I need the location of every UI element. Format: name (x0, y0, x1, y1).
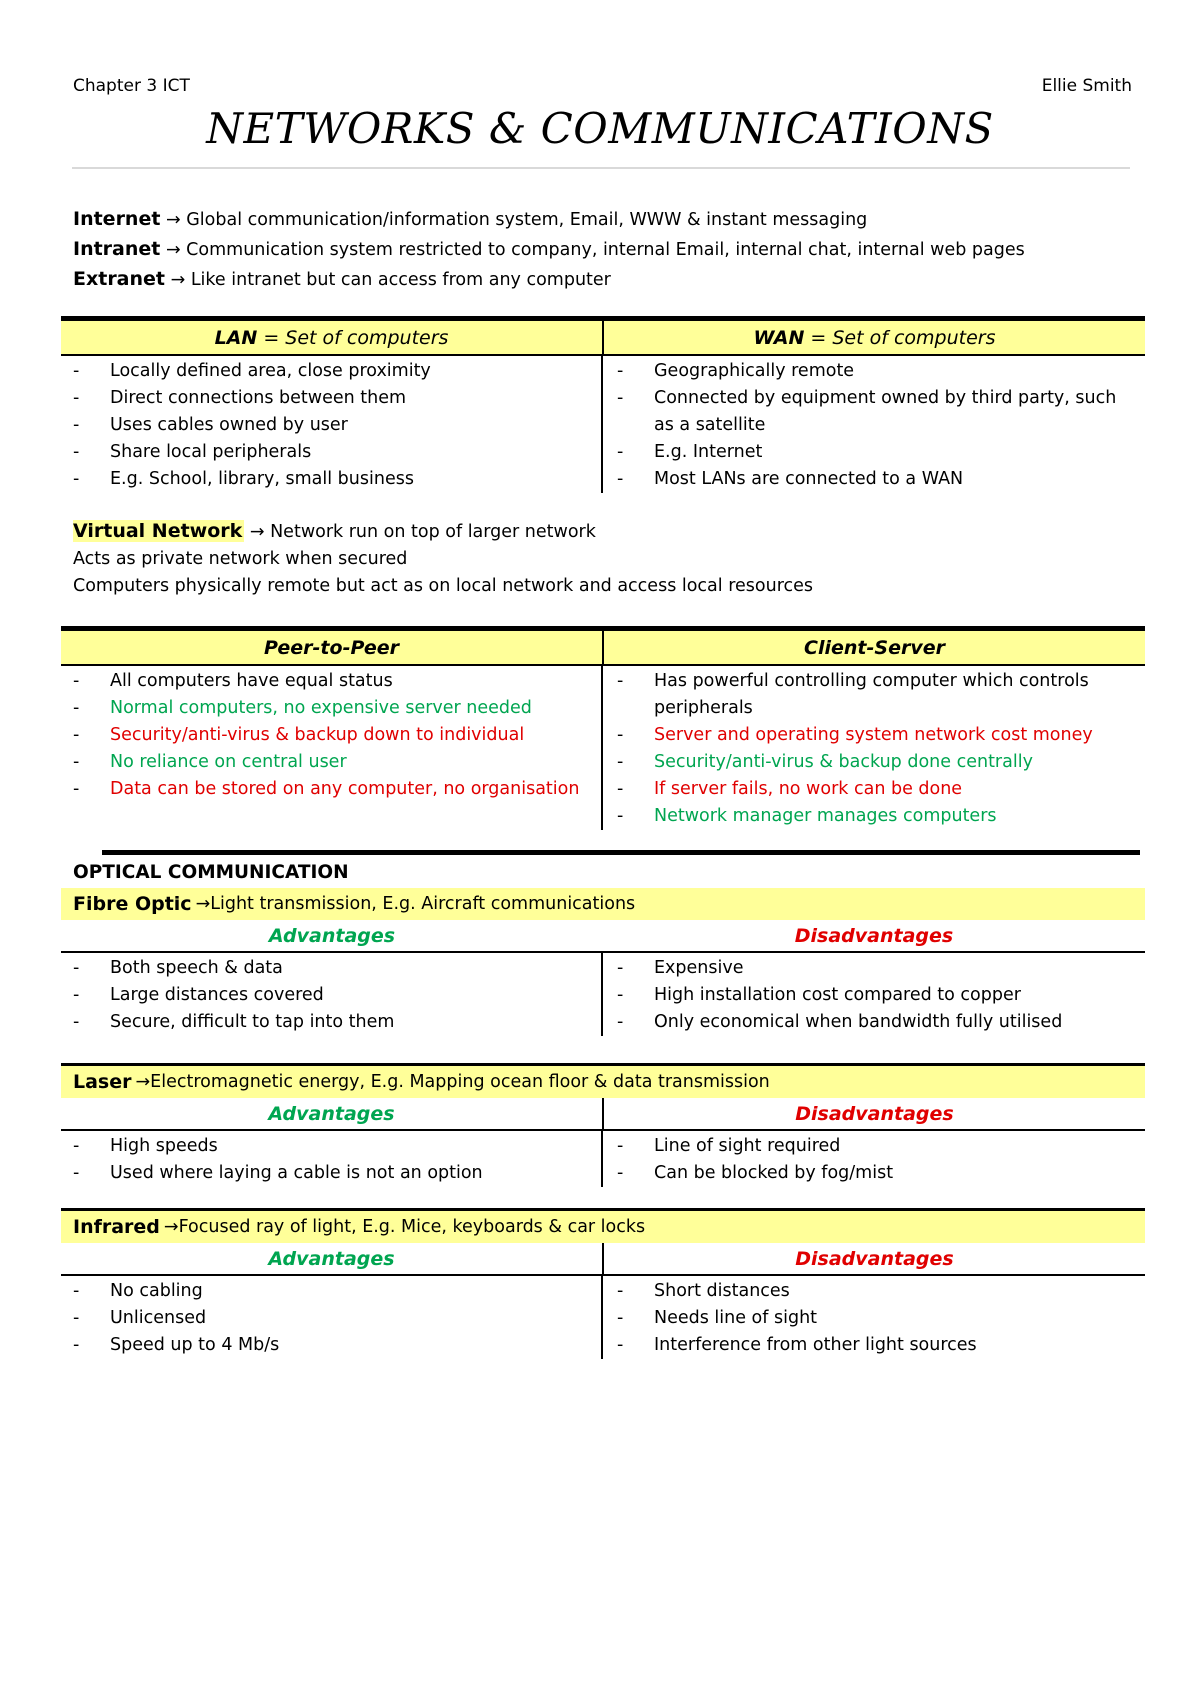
disadvantages-header: Disadvantages (794, 924, 954, 947)
list-item-text: Speed up to 4 Mb/s (110, 1335, 280, 1355)
list-item: - Network manager manages computers (615, 803, 1145, 830)
list-item: - Geographically remote (615, 358, 1145, 385)
advantages-column (61, 953, 601, 1036)
definition-text: Network run on top of larger network (270, 522, 596, 542)
list-item: - Security/anti-virus & backup done centrally (615, 749, 1145, 776)
list-item: - No cabling (71, 1278, 601, 1305)
title-divider (72, 167, 1130, 169)
table-body-row (61, 666, 1145, 830)
disadvantages-column (603, 1131, 1145, 1187)
disadvantages-column (603, 1276, 1145, 1359)
advantages-column (61, 1276, 601, 1359)
list-item-text: Line of sight required (654, 1136, 841, 1156)
list-item (615, 695, 1145, 722)
list-item: - Locally defined area, close proximity (71, 358, 601, 385)
list-item-text: Locally defined area, close proximity (110, 361, 431, 381)
wan-term: WAN (753, 326, 805, 349)
list-item: - If server fails, no work can be done (615, 776, 1145, 803)
list-item (615, 412, 1145, 439)
virtual-network-term: Virtual Network (73, 520, 243, 542)
list-item-text: High speeds (110, 1136, 218, 1156)
virtual-network-line: Acts as private network when secured (73, 549, 408, 569)
advantages-header: Advantages (268, 1102, 395, 1125)
advantages-column (61, 1131, 601, 1187)
list-item-text: Direct connections between them (110, 388, 407, 408)
p2p-client-server-table (61, 626, 1145, 830)
infrared-title-bar (61, 1211, 1145, 1243)
list-item: - E.g. School, library, small business (71, 466, 601, 493)
fibre-optic-title-bar (61, 888, 1145, 920)
list-item: - No reliance on central user (71, 749, 601, 776)
adv-dis-header-row (61, 1098, 1145, 1131)
optical-heading: OPTICAL COMMUNICATION (73, 862, 349, 883)
client-server-column (603, 666, 1145, 830)
list-item: - Server and operating system network cost money (615, 722, 1145, 749)
wan-header-text: = Set of computers (804, 326, 996, 349)
advantages-header: Advantages (268, 924, 396, 947)
list-item-text: No reliance on central user (110, 752, 347, 772)
list-item: - Most LANs are connected to a WAN (615, 466, 1145, 493)
list-item-text: as a satellite (654, 415, 766, 435)
disadvantages-column (603, 953, 1145, 1036)
definitions-block (73, 205, 1025, 295)
laser-term: Laser (73, 1071, 132, 1093)
definition-term: Internet (73, 208, 161, 230)
list-item-text: Network manager manages computers (654, 806, 997, 826)
adv-dis-header-row (61, 1243, 1145, 1276)
laser-section (61, 1063, 1145, 1187)
definition-text: Electromagnetic energy, E.g. Mapping ocean floor & data transmission (150, 1072, 770, 1092)
adv-dis-header-row (61, 920, 1145, 953)
arrow-icon: → (163, 1217, 179, 1237)
list-item-text: Large distances covered (110, 985, 324, 1005)
list-item: - Used where laying a cable is not an option (71, 1160, 601, 1187)
disadvantages-header: Disadvantages (795, 1102, 954, 1125)
list-item: - Only economical when bandwidth fully utilised (615, 1009, 1145, 1036)
definition-term: Extranet (73, 268, 166, 290)
section-rule (102, 850, 1140, 855)
definition-text: Communication system restricted to company, internal Email, internal chat, internal web pages (186, 240, 1025, 260)
lan-header-text: = Set of computers (257, 326, 449, 349)
list-item: - Normal computers, no expensive server needed (71, 695, 601, 722)
wan-column (603, 356, 1145, 493)
list-item: - High installation cost compared to copper (615, 982, 1145, 1009)
virtual-network-definition (73, 518, 813, 546)
list-item-text: No cabling (110, 1281, 203, 1301)
list-item: - High speeds (71, 1133, 601, 1160)
table-body-row (61, 1131, 1145, 1187)
list-item-text: All computers have equal status (110, 671, 393, 691)
list-item: - Secure, difficult to tap into them (71, 1009, 601, 1036)
list-item-text: Has powerful controlling computer which controls (654, 671, 1089, 691)
list-item-text: Server and operating system network cost money (654, 725, 1093, 745)
list-item: - Connected by equipment owned by third party, such (615, 385, 1145, 412)
header-chapter: Chapter 3 ICT (73, 76, 190, 96)
list-item-text: Data can be stored on any computer, no organisation (110, 779, 580, 799)
table-body-row (61, 953, 1145, 1036)
peer-to-peer-header: Peer-to-Peer (263, 636, 400, 659)
list-item-text: If server fails, no work can be done (654, 779, 963, 799)
list-item-text: Uses cables owned by user (110, 415, 348, 435)
list-item-text: Normal computers, no expensive server needed (110, 698, 532, 718)
list-item-text: Expensive (654, 958, 744, 978)
list-item-text: Interference from other light sources (654, 1335, 977, 1355)
lan-wan-table (61, 316, 1145, 493)
list-item: - Short distances (615, 1278, 1145, 1305)
arrow-icon: → (160, 210, 187, 230)
arrow-icon: → (244, 522, 271, 542)
table-body-row (61, 356, 1145, 493)
infrared-term: Infrared (73, 1216, 160, 1238)
list-item-text: Can be blocked by fog/mist (654, 1163, 894, 1183)
list-item-text: E.g. School, library, small business (110, 469, 414, 489)
list-item-text: Secure, difficult to tap into them (110, 1012, 395, 1032)
list-item-text: Connected by equipment owned by third party, such (654, 388, 1117, 408)
page-title: NETWORKS & COMMUNICATIONS (206, 104, 994, 153)
client-server-header: Client-Server (804, 636, 945, 659)
advantages-header: Advantages (268, 1247, 395, 1270)
definition-text: Focused ray of light, E.g. Mice, keyboards & car locks (178, 1217, 646, 1237)
definition-text: Global communication/information system, Email, WWW & instant messaging (186, 210, 868, 230)
list-item-text: peripherals (654, 698, 753, 718)
list-item: - Direct connections between them (71, 385, 601, 412)
laser-title-bar (61, 1066, 1145, 1098)
header-author: Ellie Smith (1041, 76, 1132, 96)
list-item-text: Only economical when bandwidth fully utilised (654, 1012, 1063, 1032)
lan-header (61, 327, 602, 349)
definition-internet (73, 205, 1025, 235)
list-item-text: Unlicensed (110, 1308, 207, 1328)
list-item: - Uses cables owned by user (71, 412, 601, 439)
list-item: - Data can be stored on any computer, no organisation (71, 776, 601, 803)
arrow-icon: → (165, 270, 191, 290)
arrow-icon: → (160, 240, 187, 260)
lan-column (61, 356, 601, 493)
virtual-network-line: Computers physically remote but act as on local network and access local resources (73, 576, 814, 596)
list-item-text: High installation cost compared to copper (654, 985, 1021, 1005)
list-item: - Expensive (615, 955, 1145, 982)
list-item: - Can be blocked by fog/mist (615, 1160, 1145, 1187)
list-item: - Needs line of sight (615, 1305, 1145, 1332)
table-header-row (61, 321, 1145, 356)
list-item-text: Security/anti-virus & backup down to individual (110, 725, 525, 745)
list-item: - E.g. Internet (615, 439, 1145, 466)
fibre-optic-section (61, 888, 1145, 1036)
list-item: - Has powerful controlling computer which controls (615, 668, 1145, 695)
definition-extranet (73, 265, 1025, 295)
list-item: - Line of sight required (615, 1133, 1145, 1160)
list-item: - All computers have equal status (71, 668, 601, 695)
arrow-icon: → (135, 1072, 151, 1092)
list-item-text: Geographically remote (654, 361, 855, 381)
list-item: - Security/anti-virus & backup down to individual (71, 722, 601, 749)
list-item-text: Security/anti-virus & backup done centrally (654, 752, 1033, 772)
list-item-text: Short distances (654, 1281, 790, 1301)
virtual-network-block (73, 518, 813, 600)
list-item-text: Both speech & data (110, 958, 283, 978)
list-item-text: Most LANs are connected to a WAN (654, 469, 964, 489)
table-body-row (61, 1276, 1145, 1359)
list-item: - Unlicensed (71, 1305, 601, 1332)
arrow-icon: → (195, 894, 211, 914)
definition-text: Like intranet but can access from any computer (190, 270, 611, 290)
definition-intranet (73, 235, 1025, 265)
list-item: - Both speech & data (71, 955, 601, 982)
list-item-text: E.g. Internet (654, 442, 763, 462)
definition-term: Intranet (73, 238, 161, 260)
table-header-row (61, 631, 1145, 666)
list-item-text: Used where laying a cable is not an option (110, 1163, 483, 1183)
fibre-optic-term: Fibre Optic (73, 893, 192, 915)
list-item-text: Needs line of sight (654, 1308, 818, 1328)
definition-text: Light transmission, E.g. Aircraft communications (210, 894, 636, 914)
list-item: - Share local peripherals (71, 439, 601, 466)
lan-term: LAN (214, 326, 258, 349)
list-item: - Interference from other light sources (615, 1332, 1145, 1359)
disadvantages-header: Disadvantages (795, 1247, 954, 1270)
infrared-section (61, 1208, 1145, 1359)
wan-header (604, 327, 1145, 349)
list-item: - Large distances covered (71, 982, 601, 1009)
list-item-text: Share local peripherals (110, 442, 312, 462)
list-item: - Speed up to 4 Mb/s (71, 1332, 601, 1359)
peer-to-peer-column (61, 666, 601, 830)
